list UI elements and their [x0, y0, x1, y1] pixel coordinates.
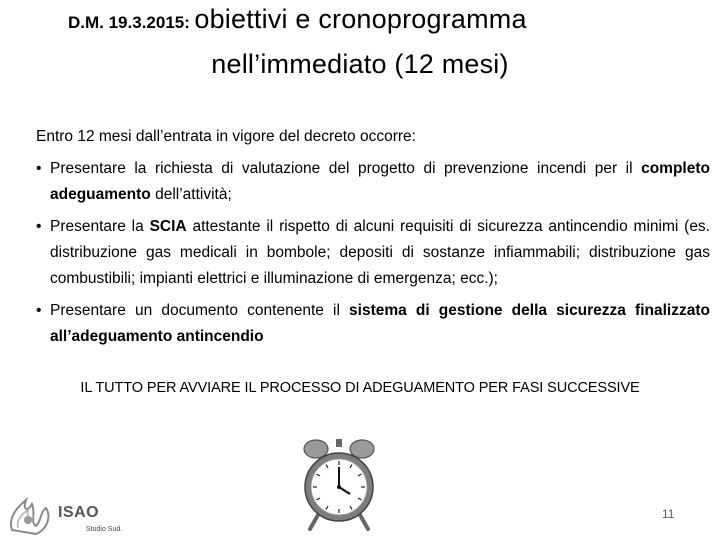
page-number: 11	[662, 507, 675, 521]
title-prefix: D.M. 19.3.2015:	[68, 13, 190, 32]
logo-text: ISAO	[58, 504, 100, 521]
bullet-icon: •	[36, 218, 42, 235]
conclusion-text: IL TUTTO PER AVVIARE IL PROCESSO DI ADEGUAMENTO PER FASI SUCCESSIVE	[80, 380, 640, 396]
bullet-text-tail: attestante il rispetto di alcuni requisiti di sicurezza antincendio minimi (es. distribuzione gas medicali in bombole; depositi di sostanze infiammabili; distribuzione gas combustibili; impianti elettrici e illuminazione di emergenza; ecc.);	[50, 218, 710, 287]
bullet-list	[36, 156, 710, 350]
bullet-text-tail: dell’attività;	[150, 186, 232, 203]
slide-content	[36, 124, 710, 356]
bullet-icon: •	[36, 160, 42, 177]
bullet-bold-text: SCIA	[149, 218, 187, 235]
bullet-text: Presentare un documento contenente il	[50, 302, 350, 319]
logo-subtext: Studio Sud.	[86, 526, 123, 533]
bullet-icon: •	[36, 302, 42, 319]
logo-flame-icon	[6, 490, 56, 536]
bullet-bold-text: sistema di gestione della sicurezza finalizzato all’adeguamento antincendio	[50, 302, 710, 345]
bullet-bold-text: completo adeguamento	[50, 160, 710, 203]
bullet-item	[36, 156, 710, 208]
bullet-text: Presentare la richiesta di valutazione del progetto di prevenzione incendi per il	[50, 160, 642, 177]
bullet-item	[36, 298, 710, 350]
title-main: obiettivi e cronoprogramma	[194, 4, 527, 34]
title-line-1	[68, 4, 527, 35]
bullet-item	[36, 214, 710, 292]
alarm-clock-icon	[300, 437, 378, 537]
title-line-2: nell’immediato (12 mesi)	[211, 49, 509, 79]
company-logo	[6, 490, 136, 538]
bullet-text: Presentare la	[50, 218, 150, 235]
intro-text: Entro 12 mesi dall’entrata in vigore del decreto occorre:	[36, 128, 416, 145]
